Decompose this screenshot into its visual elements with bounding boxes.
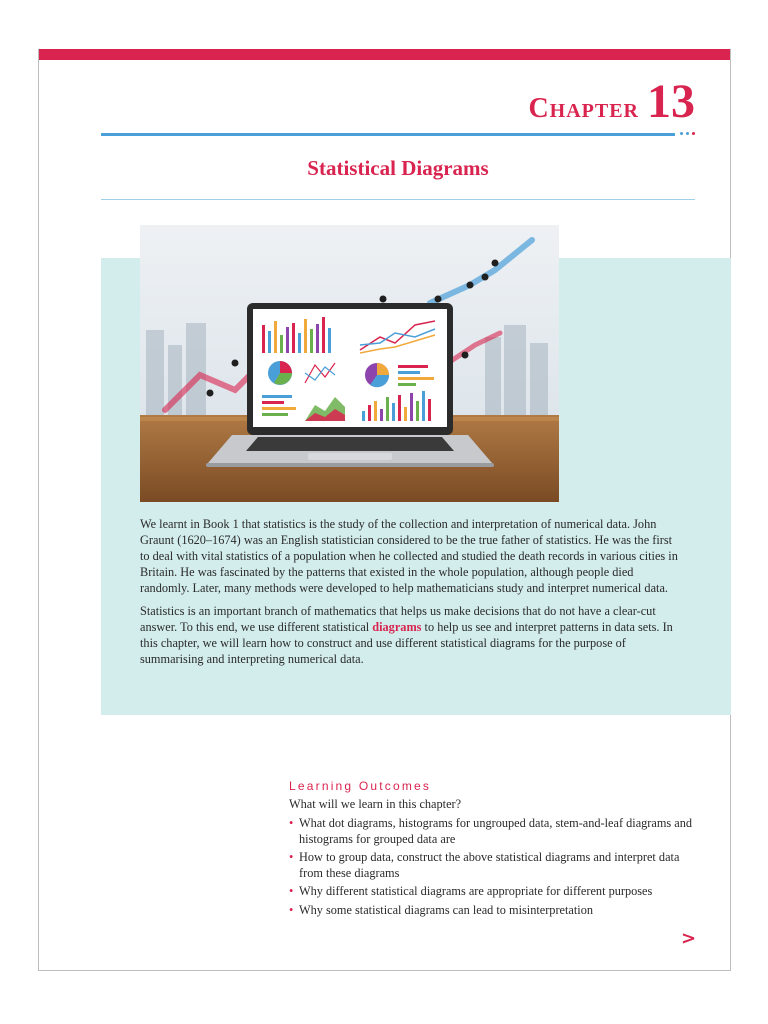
intro-paragraph-2: Statistics is an important branch of mathematics that helps us make decisions that do not have a clear-cut answer. To this end, we use different statistical diagrams to help us see and interpret patterns in data sets. In this chapter, we will learn how to construct and use different statistical diagrams for the purpose of summarising and interpreting numerical data. xyxy=(140,604,673,666)
list-item: • Why different statistical diagrams are appropriate for different purposes xyxy=(289,884,699,900)
intro-paragraph-1: We learnt in Book 1 that statistics is the study of the collection and interpretation of numerical data. John Graunt (1620–1674) was an English statistician considered to be the true father of statistics. He was the first to deal with vital statistics of a population when he collected and studied the death records in various cities in Britain. He was fascinated by the patterns that existed in the whole population, although people died randomly. Later, many methods were developed to help mathematicians study and interpret numerical data. xyxy=(140,517,678,595)
learning-outcomes-heading: Learning Outcomes xyxy=(289,779,432,793)
page-title: Statistical Diagrams xyxy=(307,156,489,180)
chevron-right-icon[interactable]: > xyxy=(681,928,697,949)
learning-outcomes-list xyxy=(289,816,699,921)
chapter-number: 13 xyxy=(647,75,695,128)
learning-outcomes-question: What will we learn in this chapter? xyxy=(289,797,462,811)
chapter-rule xyxy=(101,133,675,136)
intro-text xyxy=(140,516,680,674)
chapter-label: Chapter xyxy=(528,93,639,124)
title-rule xyxy=(101,199,695,200)
rule-dots xyxy=(680,132,695,135)
list-item: • What dot diagrams, histograms for ungrouped data, stem-and-leaf diagrams and histograms for grouped data are xyxy=(289,816,699,847)
laptop-charts-photo xyxy=(140,225,559,502)
list-item: • How to group data, construct the above statistical diagrams and interpret data from these diagrams xyxy=(289,850,699,881)
list-item: • Why some statistical diagrams can lead to misinterpretation xyxy=(289,903,699,919)
chapter-heading xyxy=(528,75,695,128)
keyword-diagrams: diagrams xyxy=(372,620,422,634)
